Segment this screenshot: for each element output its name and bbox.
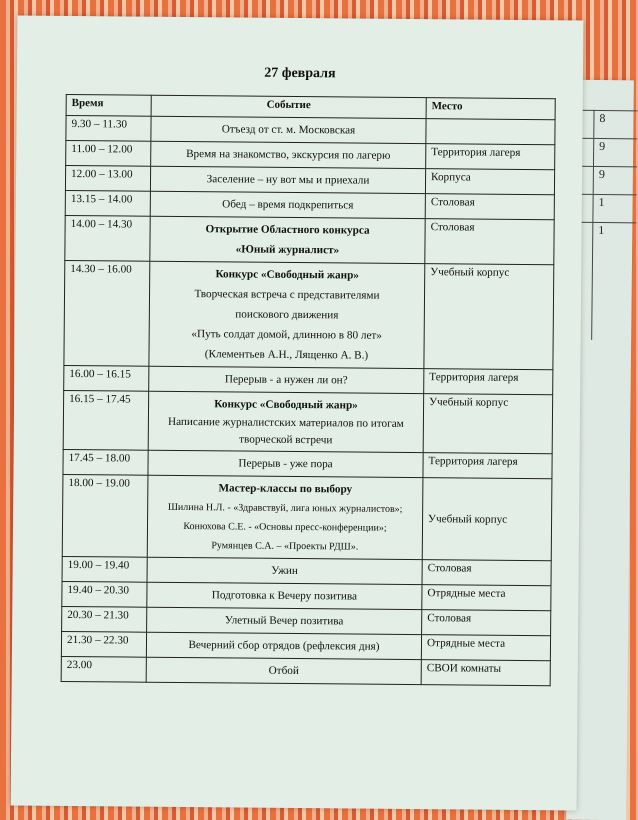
row-time: 12.00 – 13.00 <box>65 165 150 191</box>
row-event <box>146 657 421 684</box>
event-line: Румянцев С.А. – «Проекты РДШ». <box>211 540 359 553</box>
event-line: Ужин <box>271 564 298 578</box>
event-line: Улетный Вечер позитива <box>224 614 344 628</box>
event-line: Отбой <box>268 664 299 678</box>
row-place: Учебный корпус <box>424 264 554 370</box>
row-event <box>148 391 424 452</box>
event-line: Творческая встреча с представителями <box>194 288 380 302</box>
row-time: 13.15 – 14.00 <box>65 190 150 216</box>
table-row <box>63 390 552 453</box>
row-place: Столовая <box>425 194 554 220</box>
row-event <box>147 607 422 634</box>
row-time: 14.30 – 16.00 <box>64 260 150 366</box>
back-sheet-row-mark: 1 <box>598 222 605 238</box>
event-line: Вечерний сбор отрядов (рефлексия дня) <box>188 639 380 653</box>
row-time: 14.00 – 14.30 <box>65 215 150 261</box>
row-event <box>148 450 423 477</box>
event-line: «Путь солдат домой, длинною в 80 лет» <box>191 328 382 342</box>
row-event <box>147 557 422 584</box>
event-line: (Клементьев А.Н., Лященко А. В.) <box>204 348 369 362</box>
back-sheet-row <box>576 222 636 249</box>
row-place: Учебный корпус <box>422 478 552 561</box>
row-event <box>147 582 422 609</box>
row-place: Столовая <box>422 560 551 586</box>
row-place: Отрядные места <box>422 585 551 611</box>
back-sheet-row <box>577 138 637 165</box>
row-event <box>149 261 425 368</box>
row-time: 19.40 – 20.30 <box>62 581 147 607</box>
row-event <box>150 191 425 218</box>
row-place: Отрядные места <box>421 635 550 661</box>
event-line: Конюхова С.Е. - «Основы пресс-конференции»; <box>183 521 387 534</box>
row-event <box>151 141 426 168</box>
row-event <box>149 366 424 393</box>
row-time: 20.30 – 21.30 <box>62 606 147 632</box>
row-time: 21.30 – 22.30 <box>61 631 146 657</box>
row-time: 18.00 – 19.00 <box>62 474 148 557</box>
event-line: Отъезд от ст. м. Московская <box>221 123 356 137</box>
schedule-date-title: 27 февраля <box>264 65 336 82</box>
event-line: творческой встречи <box>239 433 333 447</box>
back-sheet-row <box>577 110 637 137</box>
table-row <box>62 474 552 560</box>
row-time: 9.30 – 11.30 <box>66 115 151 141</box>
event-line: «Юный журналист» <box>235 243 340 257</box>
row-event <box>150 166 425 193</box>
row-time: 19.00 – 19.40 <box>62 556 147 582</box>
back-sheet-row-mark: 1 <box>598 194 605 210</box>
table-row <box>64 260 554 369</box>
table-row <box>61 656 550 685</box>
event-line: Шилина Н.Л. - «Здравствуй, лига юных журналистов»; <box>167 501 403 515</box>
row-time: 23.00 <box>61 656 146 682</box>
event-line: Обед – время подкрепиться <box>222 198 354 212</box>
row-place: Территория лагеря <box>426 144 555 170</box>
header-event: Событие <box>151 95 426 118</box>
row-place: Столовая <box>425 219 554 265</box>
back-sheet-row <box>577 166 637 193</box>
row-event <box>150 216 425 263</box>
row-place: Территория лагеря <box>423 453 552 479</box>
row-event <box>146 632 421 659</box>
row-time: 17.45 – 18.00 <box>63 449 148 475</box>
header-time: Время <box>66 94 151 116</box>
row-place: Корпуса <box>425 169 554 195</box>
event-line: Открытие Областного конкурса <box>205 223 370 237</box>
back-sheet-row-mark: 9 <box>599 138 606 154</box>
row-time: 16.15 – 17.45 <box>63 390 149 450</box>
back-sheet-row <box>576 194 636 221</box>
event-line: Мастер-классы по выбору <box>218 482 353 496</box>
back-sheet-row-mark: 9 <box>598 166 605 182</box>
table-row <box>65 215 554 264</box>
back-sheet-row-mark: 8 <box>599 110 606 126</box>
event-line: Перерыв - а нужен ли он? <box>224 373 348 387</box>
event-line: Конкурс «Свободный жанр» <box>215 268 359 282</box>
row-event <box>147 475 423 559</box>
row-event <box>151 116 426 143</box>
row-place: Столовая <box>422 610 551 636</box>
row-place: Учебный корпус <box>423 394 553 454</box>
schedule-table <box>61 94 556 686</box>
row-place <box>426 119 555 145</box>
row-place: СВОИ комнаты <box>421 660 550 686</box>
header-place: Место <box>426 98 555 120</box>
row-time: 11.00 – 12.00 <box>66 140 151 166</box>
event-line: Написание журналистских материалов по итогам <box>167 415 404 430</box>
event-line: Время на знакомство, экскурсия по лагерю <box>186 148 391 162</box>
event-line: Перерыв - уже пора <box>238 457 333 471</box>
schedule-sheet <box>11 16 584 811</box>
row-time: 16.00 – 16.15 <box>64 365 149 391</box>
row-place: Территория лагеря <box>424 369 553 395</box>
event-line: Конкурс «Свободный жанр» <box>214 398 358 412</box>
event-line: Заселение – ну вот мы и приехали <box>206 173 370 187</box>
event-line: поискового движения <box>235 308 339 322</box>
event-line: Подготовка к Вечеру позитива <box>211 589 358 603</box>
